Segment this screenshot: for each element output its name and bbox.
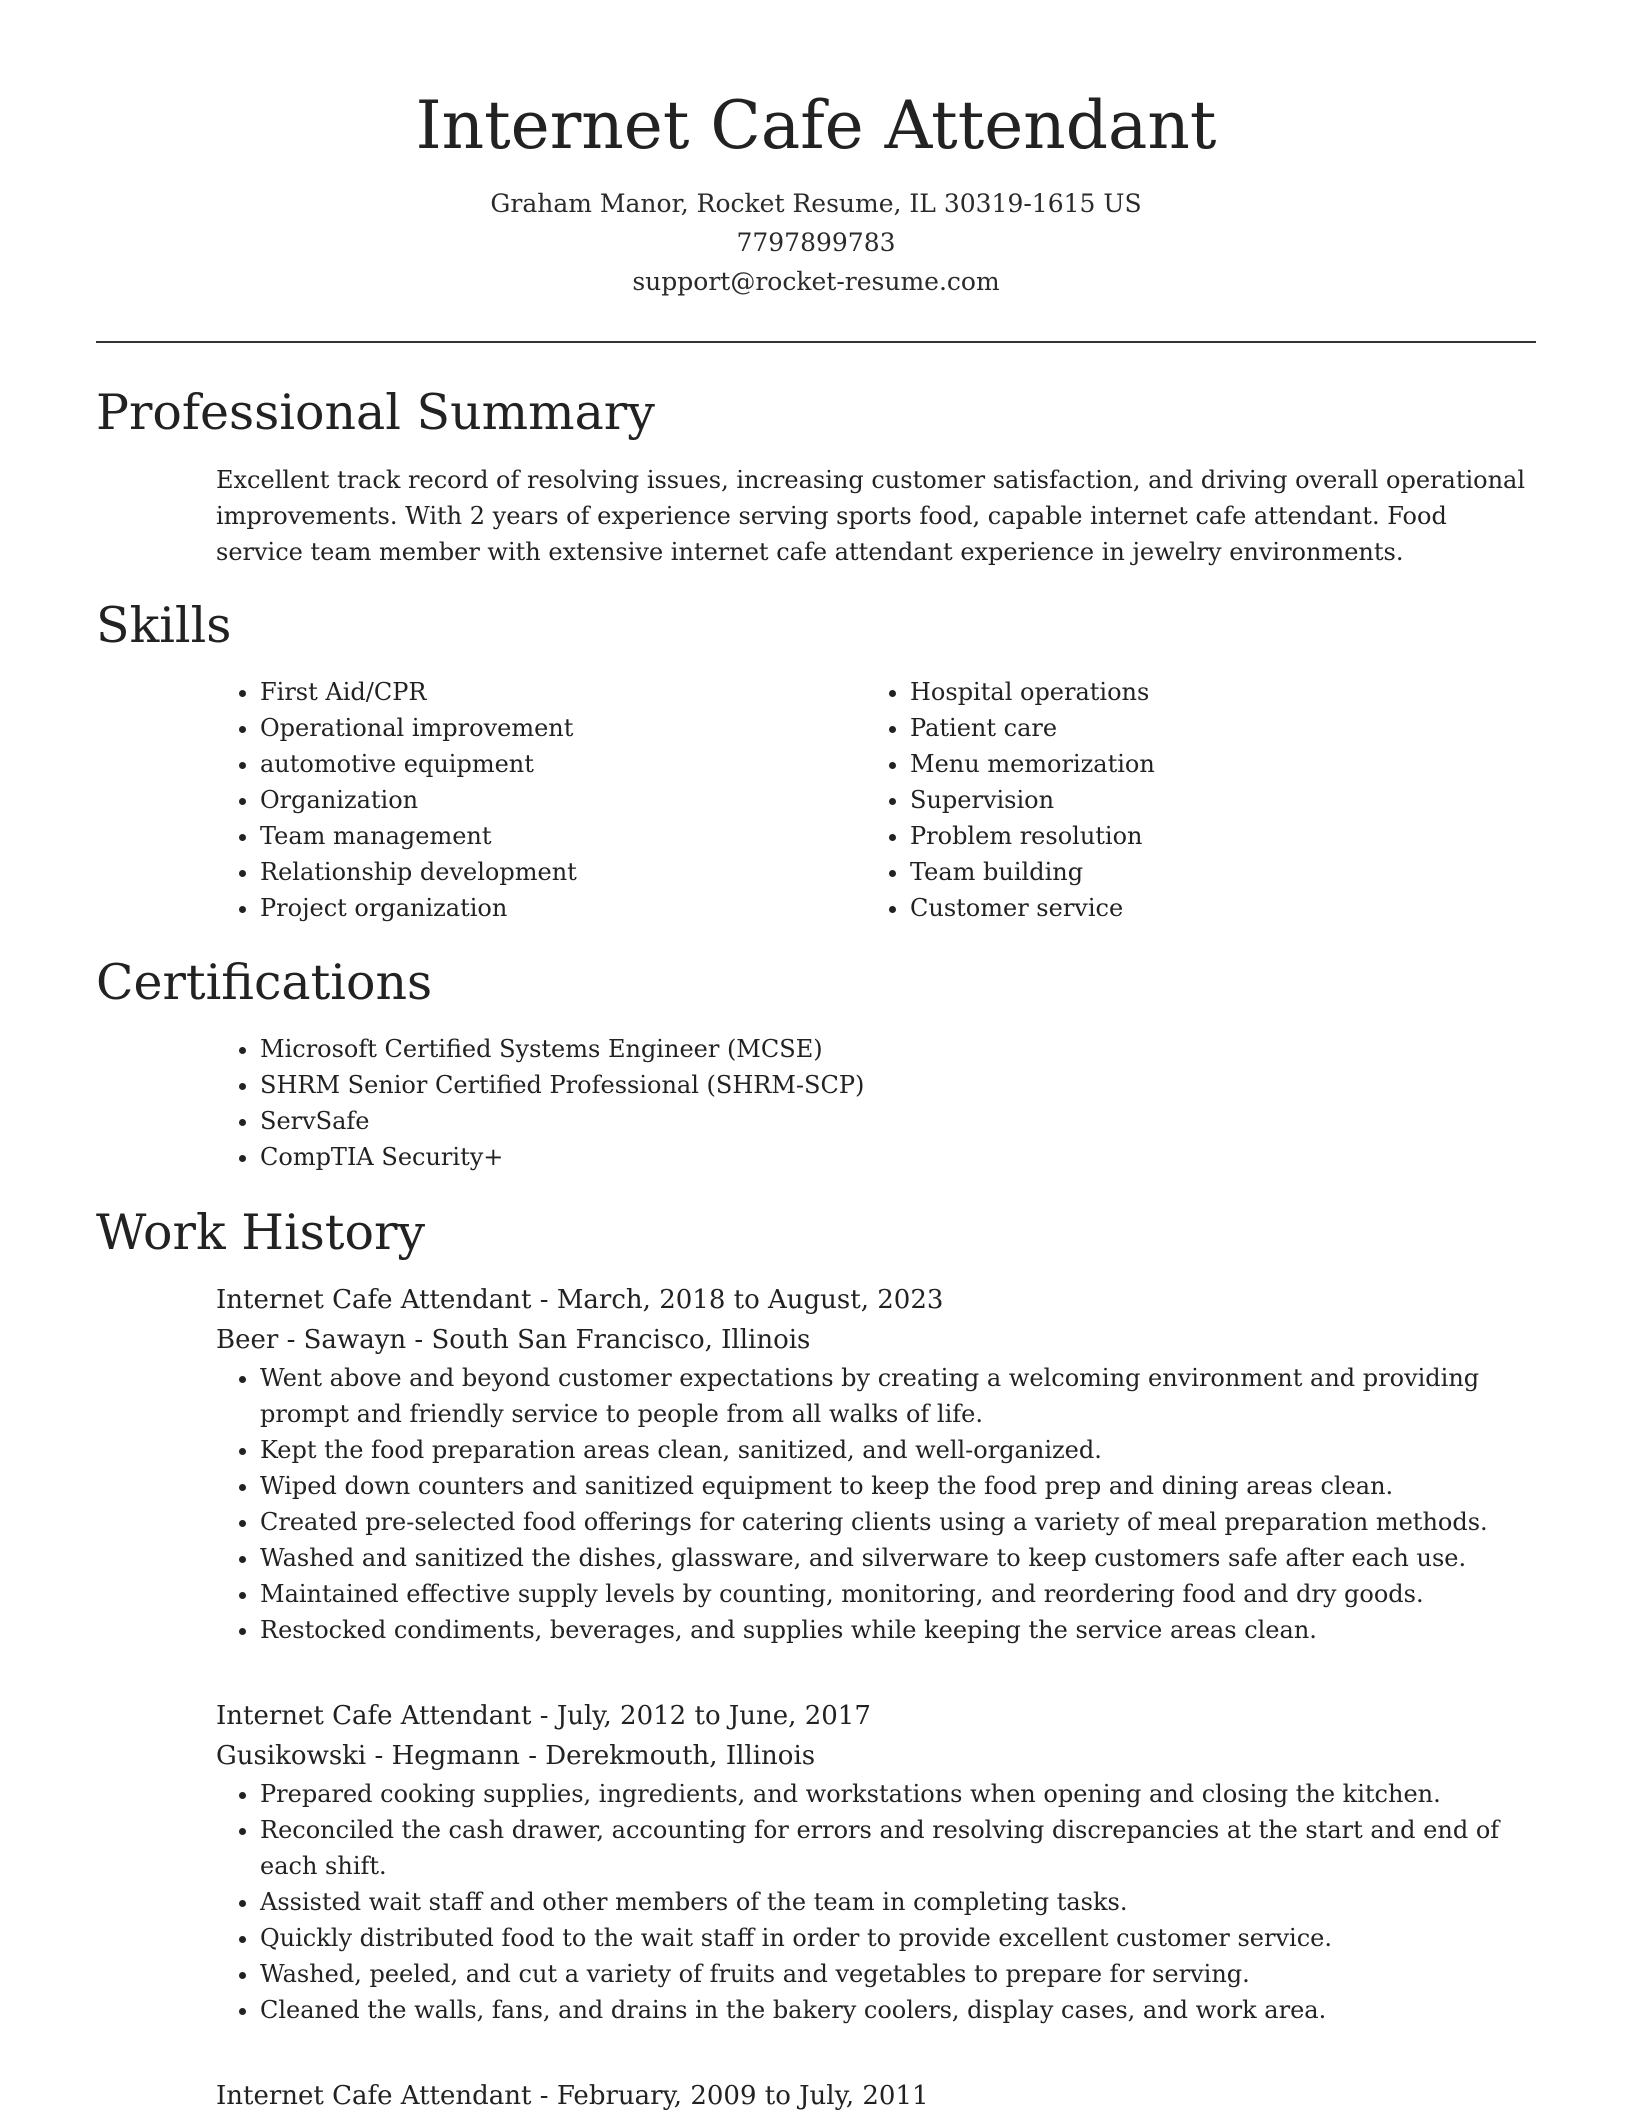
candidate-name: Internet Cafe Attendant (415, 87, 1217, 164)
job-duty: • Quickly distributed food to the wait staff in order to provide excellent customer service. (260, 1920, 1536, 1956)
job-company-line (216, 1736, 1536, 1776)
skills-heading: Skills (96, 597, 232, 654)
job-title: Internet Cafe Attendant (216, 2081, 532, 2111)
job-duty: • Created pre-selected food offerings for catering clients using a variety of meal preparation methods. (260, 1504, 1536, 1540)
summary-text: Excellent track record of resolving issues, increasing customer satisfaction, and driving overall operational improvements. With 2 years of experience serving sports food, capable internet cafe attendant. Food service team member with extensive internet cafe attendant experience in jewelry environments. (216, 466, 1526, 566)
skill-item: • Relationship development (260, 854, 856, 890)
job-entry (216, 1696, 1536, 2028)
job-dates: July, 2012 to June, 2017 (556, 1701, 871, 1731)
certification-item: • ServSafe (260, 1103, 1536, 1139)
job-company: Gusikowski - Hegmann (216, 1741, 520, 1771)
skill-item: • Organization (260, 782, 856, 818)
summary-block (216, 462, 1536, 570)
job-separator: - (539, 1701, 557, 1731)
job-dates: March, 2018 to August, 2023 (556, 1285, 944, 1315)
job-duty: • Washed, peeled, and cut a variety of fruits and vegetables to prepare for serving. (260, 1956, 1536, 1992)
job-duty: • Washed and sanitized the dishes, glassware, and silverware to keep customers safe after each use. (260, 1540, 1536, 1576)
job-location: South San Francisco, Illinois (431, 1325, 811, 1355)
skills-list-right (866, 674, 1506, 926)
job-title-line (216, 1280, 1536, 1320)
job-company: Beer - Sawayn (216, 1325, 407, 1355)
job-entry (216, 2076, 1536, 2116)
job-duty: • Went above and beyond customer expectations by creating a welcoming environment and providing prompt and friendly service to people from all walks of life. (260, 1360, 1536, 1432)
job-duties-list (216, 1360, 1536, 1648)
skill-item: • Customer service (910, 890, 1506, 926)
job-separator: - (539, 2081, 557, 2111)
job-title: Internet Cafe Attendant (216, 1285, 532, 1315)
skill-item: • Operational improvement (260, 710, 856, 746)
contact-address: Graham Manor, Rocket Resume, IL 30319-1615 US (490, 189, 1142, 218)
contact-phone: 7797899783 (736, 228, 896, 257)
job-company-line (216, 1320, 1536, 1360)
job-location: Derekmouth, Illinois (545, 1741, 816, 1771)
skill-item: • Team management (260, 818, 856, 854)
work-history-heading: Work History (96, 1204, 426, 1261)
certification-item: • SHRM Senior Certified Professional (SHRM-SCP) (260, 1067, 1536, 1103)
certifications-block (216, 1031, 1536, 1175)
job-separator: - (414, 1325, 432, 1355)
job-duty: • Assisted wait staff and other members of the team in completing tasks. (260, 1884, 1536, 1920)
skill-item: • Team building (910, 854, 1506, 890)
skills-column-right (866, 674, 1506, 926)
job-duty: • Kept the food preparation areas clean, sanitized, and well-organized. (260, 1432, 1536, 1468)
skill-item: • Hospital operations (910, 674, 1506, 710)
skill-item: • First Aid/CPR (260, 674, 856, 710)
skill-item: • Menu memorization (910, 746, 1506, 782)
job-duties-list (216, 1776, 1536, 2028)
certification-item: • CompTIA Security+ (260, 1139, 1536, 1175)
job-separator: - (539, 1285, 557, 1315)
job-title-line (216, 1696, 1536, 1736)
summary-heading: Professional Summary (96, 384, 655, 441)
job-duty: • Prepared cooking supplies, ingredients, and workstations when opening and closing the kitchen. (260, 1776, 1536, 1812)
certification-item: • Microsoft Certified Systems Engineer (MCSE) (260, 1031, 1536, 1067)
skills-column-left (216, 674, 856, 926)
certifications-list (216, 1031, 1536, 1175)
certifications-heading: Certifications (96, 954, 433, 1011)
job-dates: February, 2009 to July, 2011 (556, 2081, 929, 2111)
skill-item: • Project organization (260, 890, 856, 926)
skills-list-left (216, 674, 856, 926)
skill-item: • Problem resolution (910, 818, 1506, 854)
skill-item: • Patient care (910, 710, 1506, 746)
job-separator: - (528, 1741, 546, 1771)
contact-email: support@rocket-resume.com (632, 267, 1000, 296)
job-title: Internet Cafe Attendant (216, 1701, 532, 1731)
job-duty: • Restocked condiments, beverages, and supplies while keeping the service areas clean. (260, 1612, 1536, 1648)
job-duty: • Reconciled the cash drawer, accounting for errors and resolving discrepancies at the start and end of each shift. (260, 1812, 1536, 1884)
resume-header (96, 78, 1536, 301)
job-duty: • Wiped down counters and sanitized equipment to keep the food prep and dining areas clean. (260, 1468, 1536, 1504)
skill-item: • automotive equipment (260, 746, 856, 782)
job-duty: • Cleaned the walls, fans, and drains in the bakery coolers, display cases, and work area. (260, 1992, 1536, 2028)
job-duty: • Maintained effective supply levels by counting, monitoring, and reordering food and dry goods. (260, 1576, 1536, 1612)
skill-item: • Supervision (910, 782, 1506, 818)
job-title-line (216, 2076, 1536, 2116)
job-entry (216, 1280, 1536, 1648)
header-divider (96, 341, 1536, 343)
